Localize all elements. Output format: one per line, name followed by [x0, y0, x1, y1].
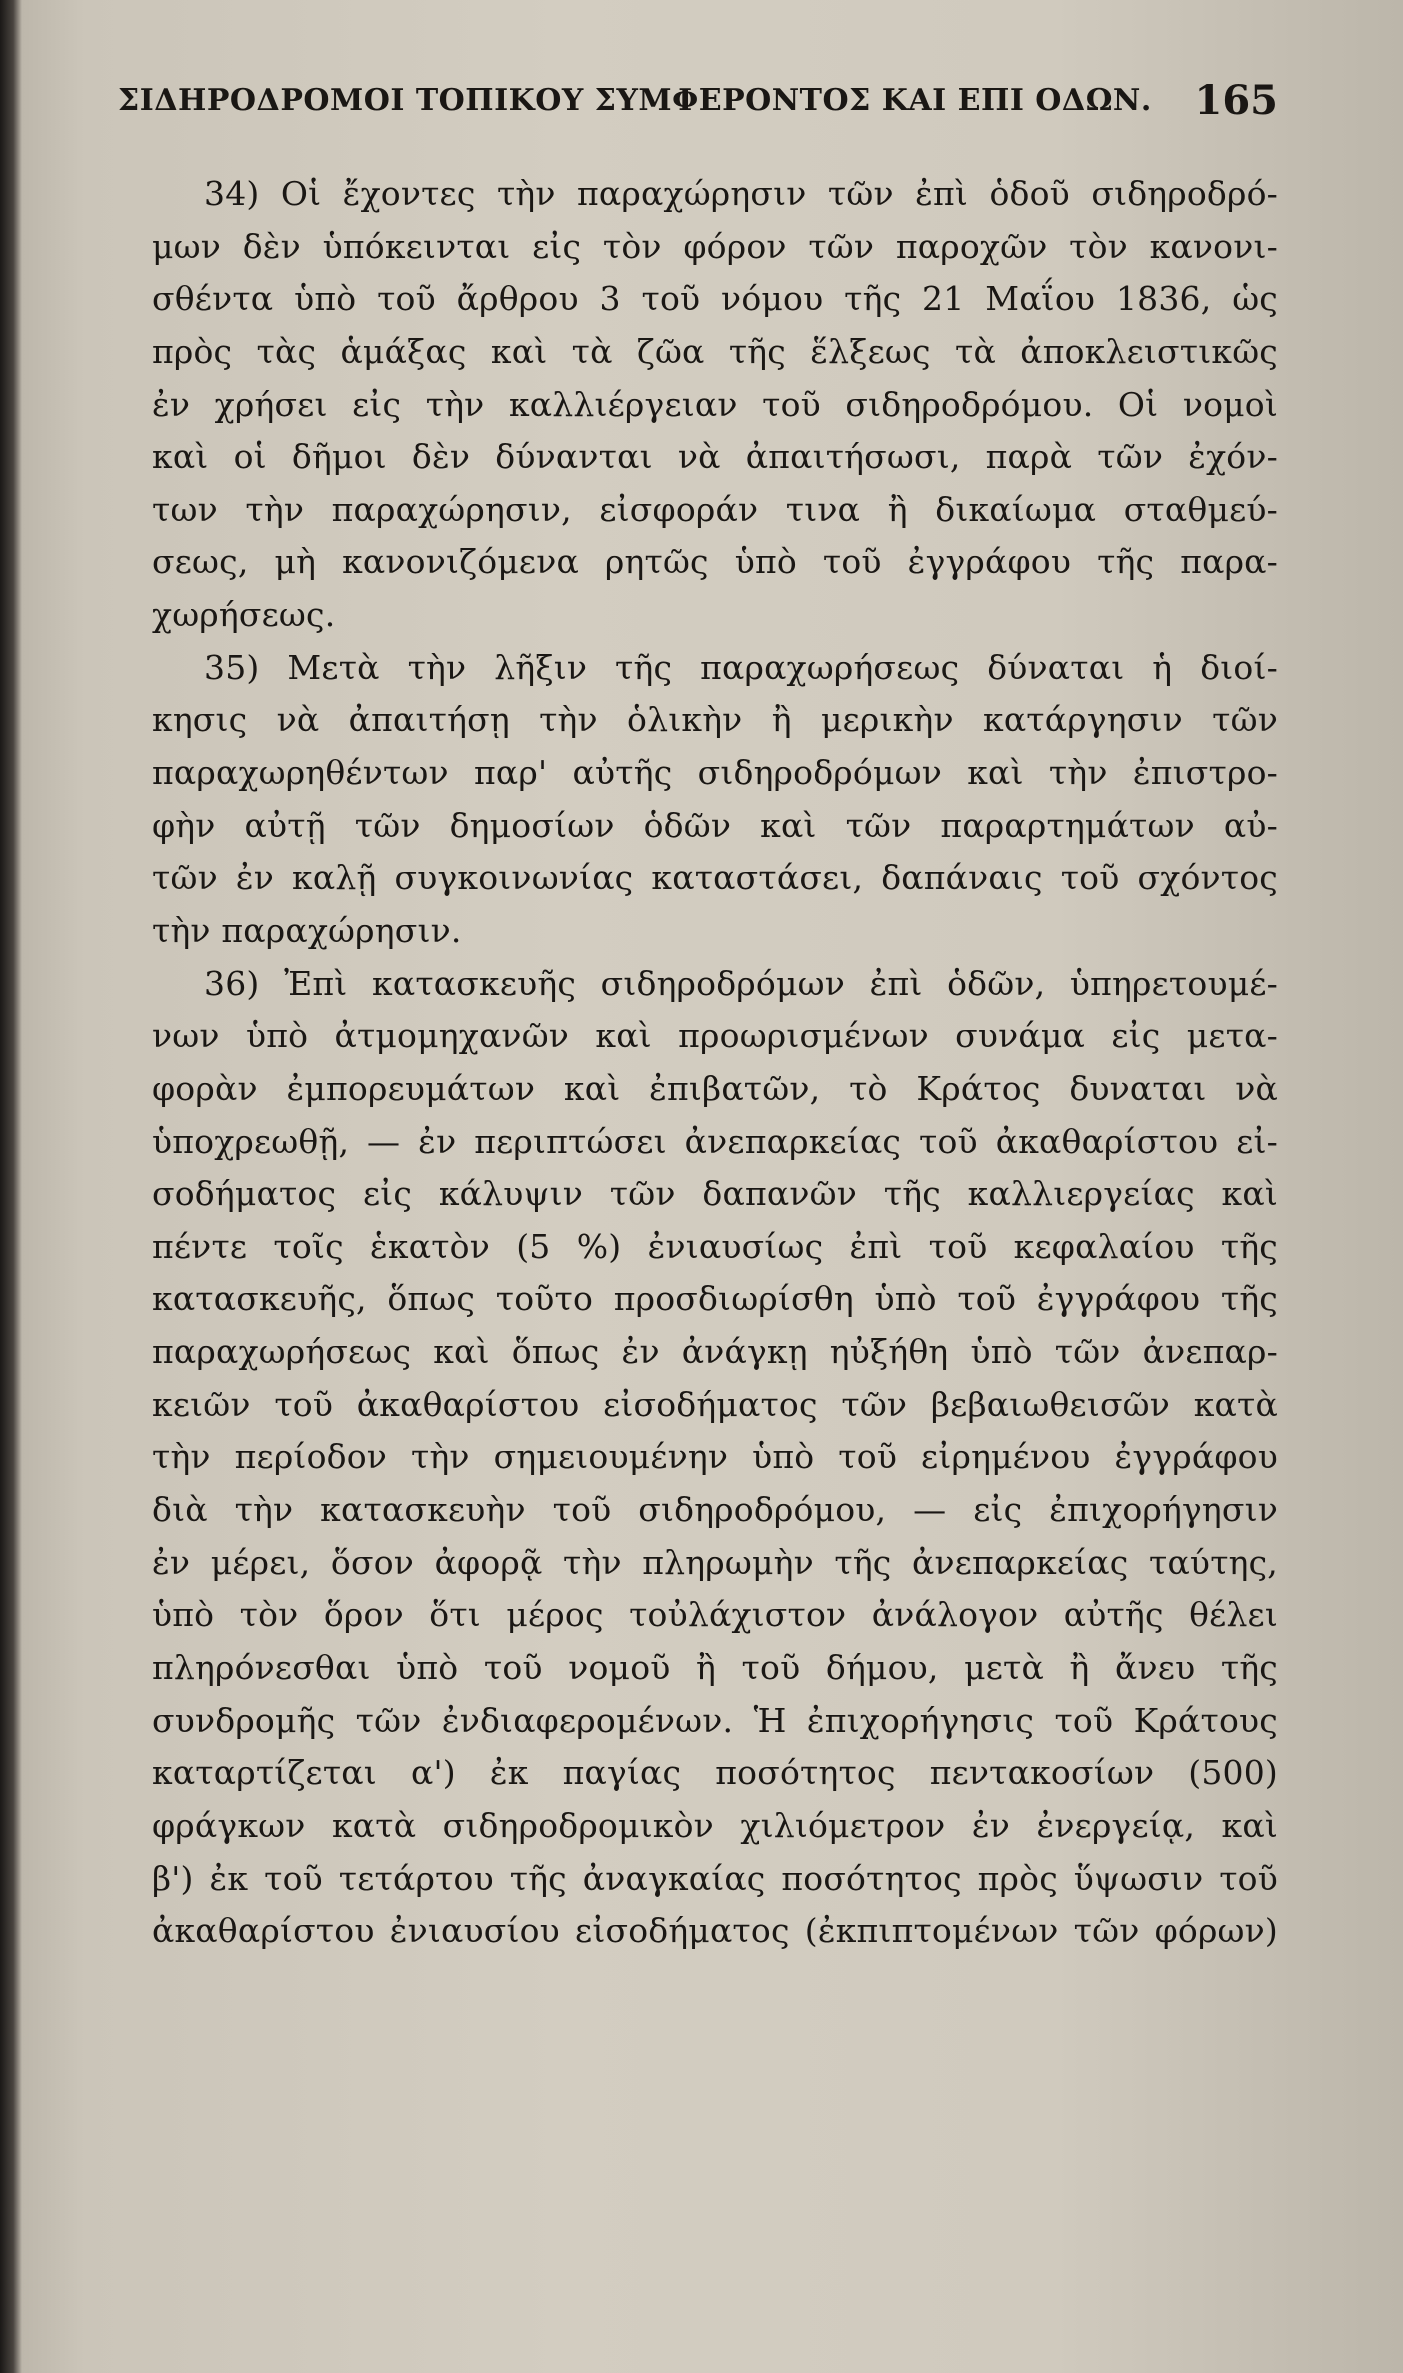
text-line: κατασκευῆς, ὅπως τοῦτο προσδιωρίσθη ὑπὸ τοῦ ἐγγράφου τῆς	[152, 1279, 1278, 1319]
text-line: μων δὲν ὑπόκεινται εἰς τὸν φόρον τῶν παροχῶν τὸν κανονι-	[152, 226, 1278, 266]
text-line: φράγκων κατὰ σιδηροδρομικὸν χιλιόμετρον ἐν ἐνεργείᾳ, καὶ	[152, 1805, 1278, 1845]
text-line: ἐν μέρει, ὅσον ἀφορᾷ τὴν πληρωμὴν τῆς ἀνεπαρκείας ταύτης,	[152, 1542, 1278, 1582]
text-line: πρὸς τὰς ἁμάξας καὶ τὰ ζῶα τῆς ἕλξεως τὰ ἀποκλειστικῶς	[152, 331, 1278, 371]
text-line: σθέντα ὑπὸ τοῦ ἄρθρου 3 τοῦ νόμου τῆς 21 Μαΐου 1836, ὡς	[152, 279, 1278, 319]
text-line: διὰ τὴν κατασκευὴν τοῦ σιδηροδρόμου, — εἰς ἐπιχορήγησιν	[152, 1490, 1278, 1530]
text-line: ὑπὸ τὸν ὅρον ὅτι μέρος τοὐλάχιστον ἀνάλογον αὐτῆς θέλει	[152, 1595, 1278, 1635]
text-line: τῶν ἐν καλῇ συγκοινωνίας καταστάσει, δαπάναις τοῦ σχόντος	[152, 858, 1278, 898]
text-line: 36) Ἐπὶ κατασκευῆς σιδηροδρόμων ἐπὶ ὁδῶν, ὑπηρετουμέ-	[204, 963, 1278, 1003]
text-line: καταρτίζεται α') ἐκ παγίας ποσότητος πεντακοσίων (500)	[152, 1753, 1278, 1793]
body-text	[152, 168, 1278, 1958]
text-line: νων ὑπὸ ἀτμομηχανῶν καὶ προωρισμένων συνάμα εἰς μετα-	[152, 1016, 1278, 1056]
text-line: ἐν χρήσει εἰς τὴν καλλιέργειαν τοῦ σιδηροδρόμου. Οἱ νομοὶ	[152, 384, 1278, 424]
text-line: ἀκαθαρίστου ἐνιαυσίου εἰσοδήματος (ἐκπιπτομένων τῶν φόρων)	[152, 1911, 1278, 1951]
running-head	[118, 70, 1278, 130]
text-line: φὴν αὐτῇ τῶν δημοσίων ὁδῶν καὶ τῶν παραρτημάτων αὐ-	[152, 805, 1278, 845]
text-line: 35) Μετὰ τὴν λῆξιν τῆς παραχωρήσεως δύναται ἡ διοί-	[204, 647, 1278, 687]
text-line: των τὴν παραχώρησιν, εἰσφοράν τινα ἢ δικαίωμα σταθμεύ-	[152, 489, 1278, 529]
text-line: κησις νὰ ἀπαιτήσῃ τὴν ὁλικὴν ἢ μερικὴν κατάργησιν τῶν	[152, 700, 1278, 740]
text-line: συνδρομῆς τῶν ἐνδιαφερομένων. Ἡ ἐπιχορήγησις τοῦ Κράτους	[152, 1700, 1278, 1740]
text-line: παραχωρηθέντων παρ' αὐτῆς σιδηροδρόμων καὶ τὴν ἐπιστρο-	[152, 753, 1278, 793]
text-line: κειῶν τοῦ ἀκαθαρίστου εἰσοδήματος τῶν βεβαιωθεισῶν κατὰ	[152, 1384, 1278, 1424]
text-line: 34) Οἱ ἔχοντες τὴν παραχώρησιν τῶν ἐπὶ ὁδοῦ σιδηροδρό-	[204, 174, 1278, 213]
text-line: παραχωρήσεως καὶ ὅπως ἐν ἀνάγκῃ ηὐξήθη ὑπὸ τῶν ἀνεπαρ-	[152, 1332, 1278, 1372]
text-line: σεως, μὴ κανονιζόμενα ρητῶς ὑπὸ τοῦ ἐγγράφου τῆς παρα-	[152, 542, 1278, 582]
text-line: πληρόνεσθαι ὑπὸ τοῦ νομοῦ ἢ τοῦ δήμου, μετὰ ἢ ἄνευ τῆς	[152, 1647, 1278, 1687]
text-line: τὴν παραχώρησιν.	[152, 910, 462, 950]
text-line: φορὰν ἐμπορευμάτων καὶ ἐπιβατῶν, τὸ Κράτος δυναται νὰ	[152, 1068, 1278, 1108]
binding-shadow	[0, 0, 22, 2373]
text-line: β') ἐκ τοῦ τετάρτου τῆς ἀναγκαίας ποσότητος πρὸς ὕψωσιν τοῦ	[152, 1858, 1278, 1898]
text-line: σοδήματος εἰς κάλυψιν τῶν δαπανῶν τῆς καλλιεργείας καὶ	[152, 1174, 1278, 1214]
page-number: 165	[1194, 76, 1278, 124]
text-line: ὑποχρεωθῇ, — ἐν περιπτώσει ἀνεπαρκείας τοῦ ἀκαθαρίστου εἰ-	[152, 1121, 1278, 1161]
text-line: τὴν περίοδον τὴν σημειουμένην ὑπὸ τοῦ εἰρημένου ἐγγράφου	[152, 1437, 1278, 1477]
text-line: χωρήσεως.	[152, 595, 336, 635]
text-line: καὶ οἱ δῆμοι δὲν δύνανται νὰ ἀπαιτήσωσι, παρὰ τῶν ἐχόν-	[152, 437, 1278, 477]
text-line: πέντε τοῖς ἑκατὸν (5 %) ἐνιαυσίως ἐπὶ τοῦ κεφαλαίου τῆς	[152, 1226, 1278, 1266]
running-title: ΣΙΔΗΡΟΔΡΟΜΟΙ ΤΟΠΙΚΟΥ ΣΥΜΦΕΡΟΝΤΟΣ ΚΑΙ ΕΠΙ ΟΔΩΝ.	[118, 82, 1152, 118]
